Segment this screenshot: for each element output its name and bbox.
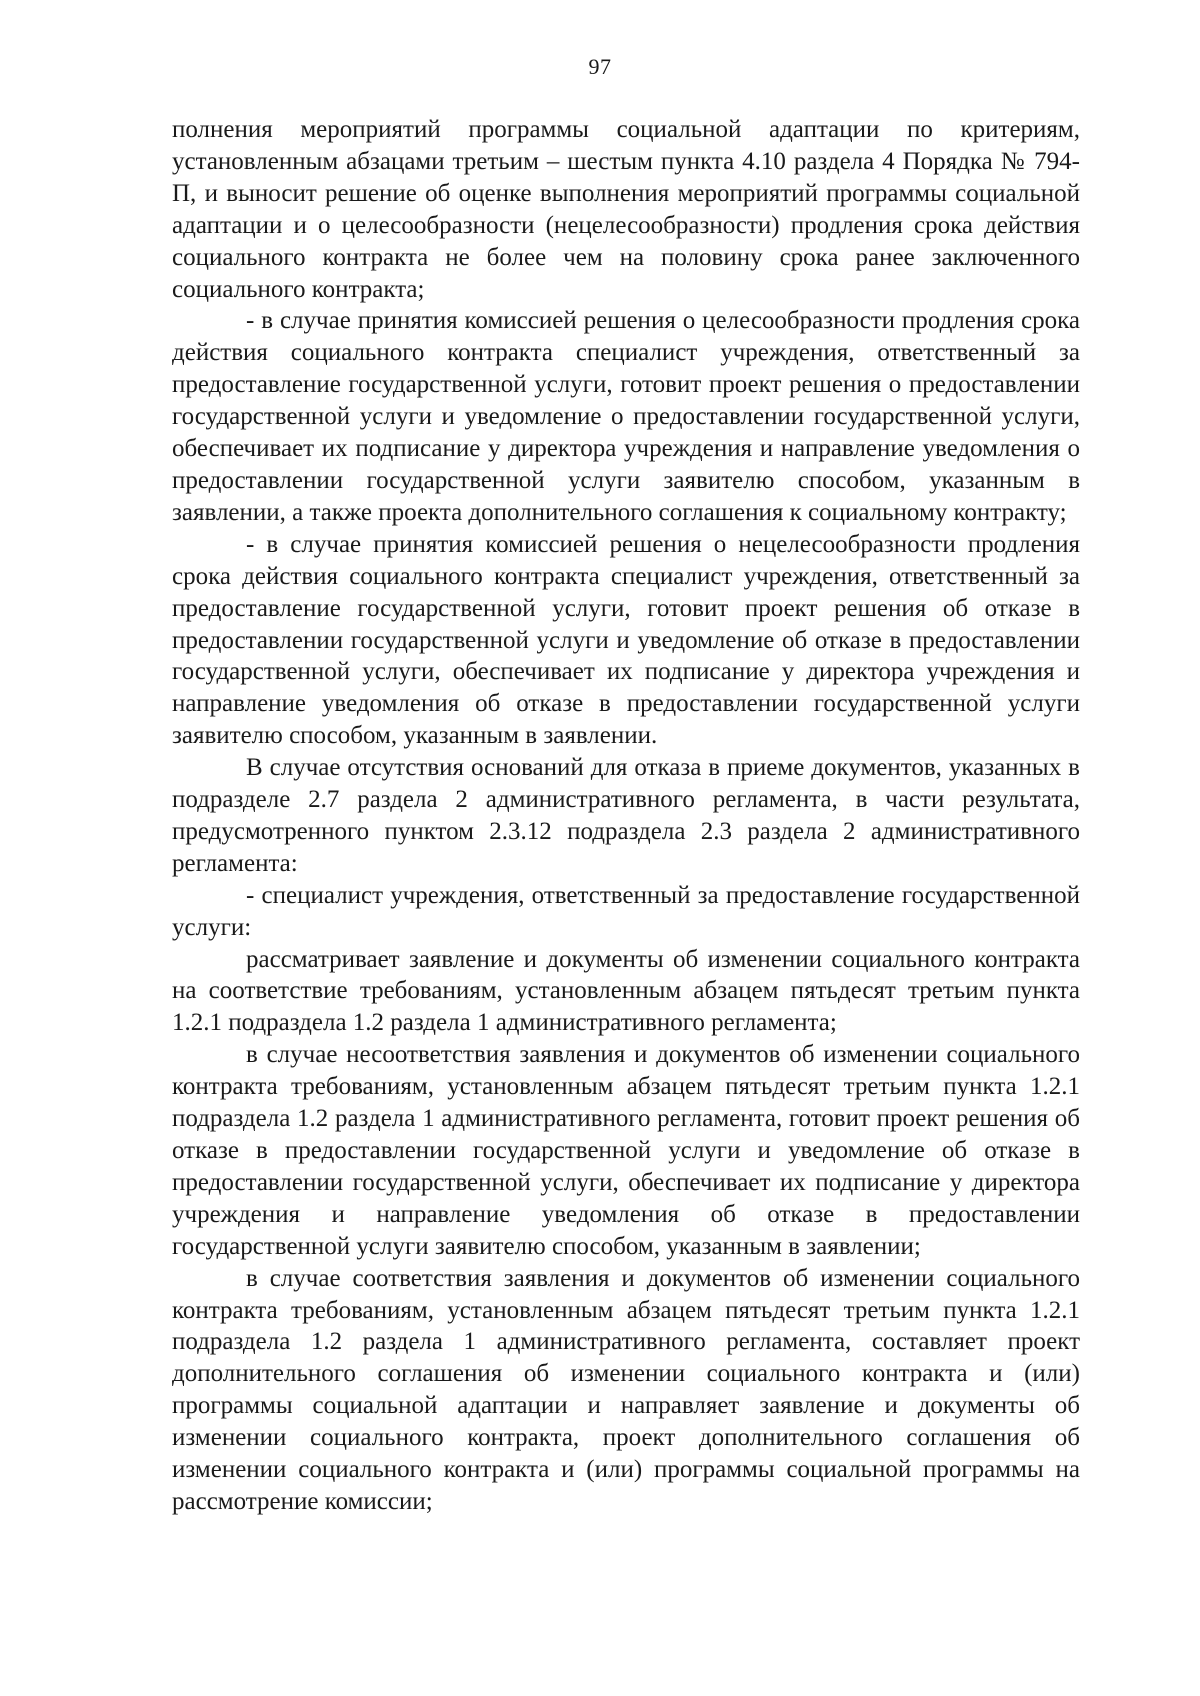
paragraph-extension-rejected: - в случае принятия комиссией решения о нецелесообразности продления срока действия социального контракта специалист учреждения, ответственный за предоставление государственной услуги, готовит проект решения об отказе в предоставлении государственной услуги и уведомление об отказе в предоставлении государственной услуги, обеспечивает их подписание у директора учреждения и направление уведомления об отказе в предоставлении государственной услуги заявителю способом, указанным в заявлении. — [172, 530, 1080, 750]
paragraph-specialist: - специалист учреждения, ответственный за предоставление государственной услуги: — [172, 881, 1080, 941]
paragraph-continuation: полнения мероприятий программы социальной адаптации по критериям, установленным абзацами третьим – шестым пункта 4.10 раздела 4 Порядка № 794-П, и выносит решение об оценке выполнения мероприятий программы социальной адаптации и о целесообразности (нецелесообразности) продления срока действия социального контракта не более чем на половину срока ранее заключенного социального контракта; — [172, 116, 1080, 303]
paragraph-noncompliance: в случае несоответствия заявления и документов об изменении социального контракта требованиям, установленным абзацем пятьдесят третьим пункта 1.2.1 подраздела 1.2 раздела 1 административного регламента, готовит проект решения об отказе в предоставлении государственной услуги и уведомление об отказе в предоставлении государственной услуги, обеспечивает их подписание у директора учреждения и направление уведомления об отказе в предоставлении государственной услуги заявителю способом, указанным в заявлении; — [172, 1041, 1080, 1260]
document-body — [172, 114, 1080, 1518]
page-number: 97 — [588, 54, 612, 79]
paragraph-no-grounds-for-refusal: В случае отсутствия оснований для отказа в приеме документов, указанных в подразделе 2.7 раздела 2 административного регламента, в части результата, предусмотренного пунктом 2.3.12 подраздела 2.3 раздела 2 административного регламента: — [172, 754, 1080, 877]
paragraph-reviews-application: рассматривает заявление и документы об изменении социального контракта на соответствие требованиям, установленным абзацем пятьдесят третьим пункта 1.2.1 подраздела 1.2 раздела 1 административного регламента; — [172, 945, 1080, 1037]
paragraph-extension-approved: - в случае принятия комиссией решения о целесообразности продления срока действия социального контракта специалист учреждения, ответственный за предоставление государственной услуги, готовит проект решения о предоставлении государственной услуги и уведомление о предоставлении государственной услуги, обеспечивает их подписание у директора учреждения и направление уведомления о предоставлении государственной услуги заявителю способом, указанным в заявлении, а также проекта дополнительного соглашения к социальному контракту; — [172, 307, 1080, 526]
paragraph-compliance: в случае соответствия заявления и документов об изменении социального контракта требованиям, установленным абзацем пятьдесят третьим пункта 1.2.1 подраздела 1.2 раздела 1 административного регламента, составляет проект дополнительного соглашения об изменении социального контракта и (или) программы социальной адаптации и направляет заявление и документы об изменении социального контракта, проект дополнительного соглашения об изменении социального контракта и (или) программы социальной программы на рассмотрение комиссии; — [172, 1264, 1080, 1515]
